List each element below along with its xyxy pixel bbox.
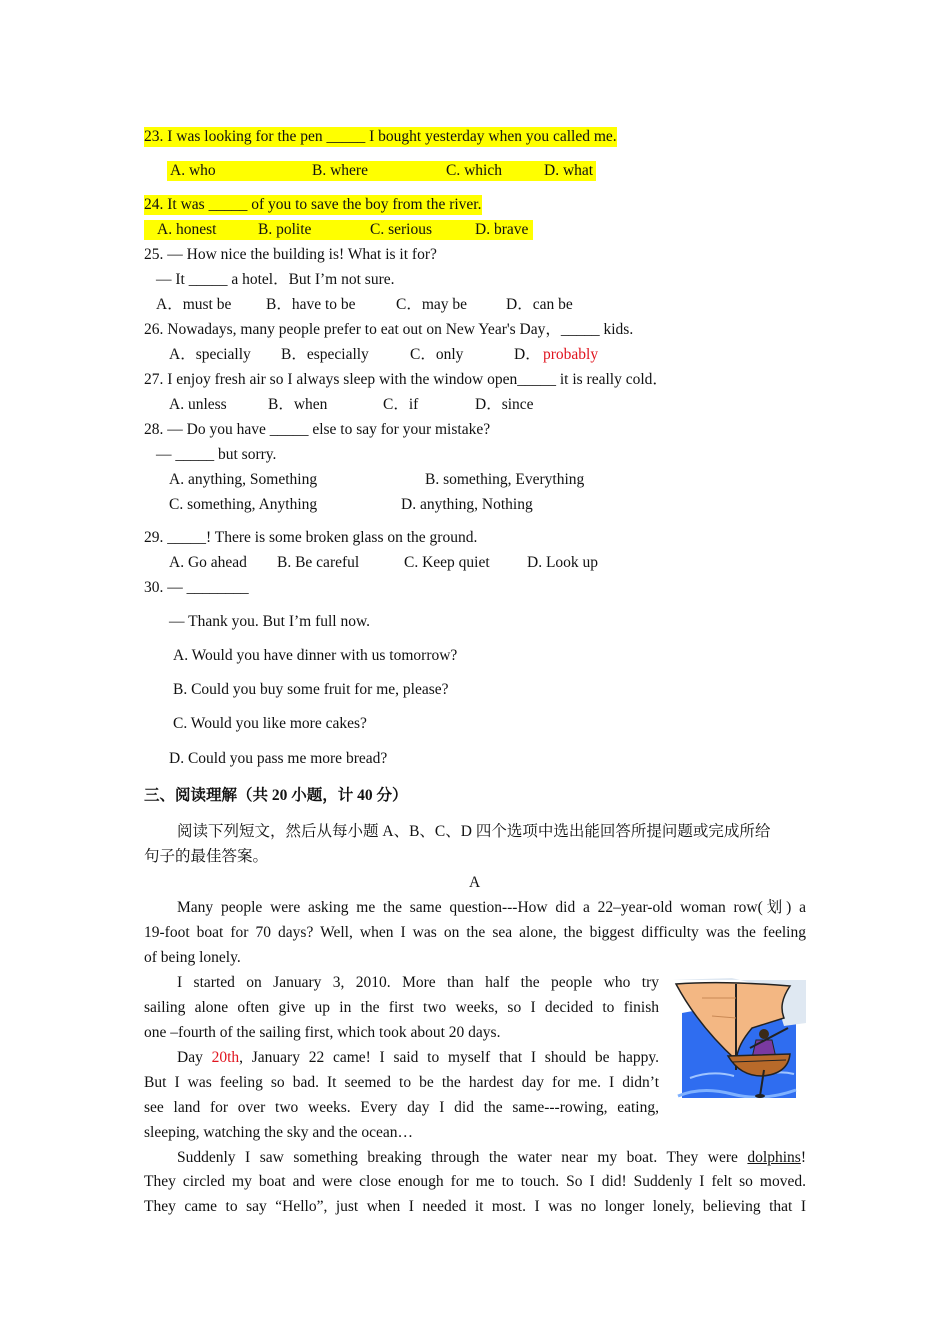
q30-option-b: B. Could you buy some fruit for me, please?	[173, 681, 449, 698]
q24-option-c: C. serious	[370, 221, 432, 238]
q25-option-c: C．may be	[396, 296, 468, 313]
q23-option-b: B. where	[312, 162, 368, 179]
passage-p3-20th: 20th	[211, 1049, 240, 1066]
section-instruction-line2: 句子的最佳答案。	[144, 848, 269, 865]
passage-p3-line1	[177, 1048, 659, 1068]
q26-options	[144, 345, 624, 365]
q27-option-b: B．when	[268, 396, 328, 413]
q27-option-c: C．if	[383, 396, 419, 413]
q30-option-a: A. Would you have dinner with us tomorrow?	[173, 647, 458, 664]
q24-stem: 24. It was _____ of you to save the boy from the river.	[144, 196, 482, 213]
q29-option-c: C. Keep quiet	[404, 554, 490, 571]
section-heading: 三、阅读理解（共 20 小题，计 40 分）	[144, 787, 408, 804]
q23-options	[167, 161, 596, 181]
q25-option-b: B．have to be	[266, 296, 356, 313]
q25-stem: 25. — How nice the building is! What is it for?	[144, 246, 437, 263]
q28-stem: 28. — Do you have _____ else to say for your mistake?	[144, 421, 491, 438]
q28-reply: — _____ but sorry.	[156, 446, 277, 463]
q24-options	[144, 220, 533, 240]
rower-head	[759, 1029, 769, 1039]
q29-stem: 29. _____! There is some broken glass on the ground.	[144, 529, 478, 546]
q30-reply: — Thank you. But I’m full now.	[169, 613, 371, 630]
q24-option-d: D. brave	[475, 221, 529, 238]
passage-p4-line1	[177, 1148, 806, 1168]
passage-p1-line1: Many people were asking me the same question---How did a 22–year-old woman row(划) a	[177, 899, 806, 916]
q23-option-d: D. what	[544, 162, 594, 179]
q27-option-a: A. unless	[169, 396, 227, 413]
q27-stem: 27. I enjoy fresh air so I always sleep with the window open_____ it is really cold．	[144, 371, 668, 388]
passage-p3-day: Day	[177, 1049, 212, 1066]
q29-option-d: D. Look up	[527, 554, 599, 571]
passage-p2-line3: one –fourth of the sailing first, which took about 20 days.	[144, 1024, 501, 1041]
section-instruction-line1: 阅读下列短文，然后从每小题 A、B、C、D 四个选项中选出能回答所提问题或完成所给	[177, 823, 771, 840]
q23-stem: 23. I was looking for the pen _____ I bought yesterday when you called me.	[144, 128, 617, 145]
q25-option-a: A．must be	[156, 296, 232, 313]
q29-options	[144, 553, 624, 573]
sailboat-illustration	[672, 978, 806, 1098]
passage-p1-line2: 19-foot boat for 70 days? Well, when I was on the sea alone, the biggest difficulty was the feeling	[144, 924, 806, 941]
passage-p4-line3: They came to say “Hello”, just when I needed it most. I was no longer lonely, believing that I	[144, 1198, 806, 1215]
q23-option-c: C. which	[446, 162, 502, 179]
passage-p3-rest: , January 22 came! I said to myself that I should be happy.	[239, 1049, 659, 1066]
passage-label: A	[469, 874, 481, 891]
passage-p3-line2: But I was feeling so bad. It seemed to be the hardest day for me. I didn’t	[144, 1074, 659, 1091]
passage-p2-line1: I started on January 3, 2010. More than half the people who try	[177, 974, 659, 991]
q29-option-b: B. Be careful	[277, 554, 360, 571]
q25-reply: — It _____ a hotel．But I’m not sure.	[156, 271, 395, 288]
q26-option-d-word: probably	[543, 346, 599, 363]
passage-p4-dolphins: dolphins	[747, 1149, 801, 1166]
q28-option-b: B. something, Everything	[425, 471, 585, 488]
q30-stem: 30. — ________	[144, 579, 249, 596]
q24-option-b: B. polite	[258, 221, 312, 238]
passage-p4-line2: They circled my boat and were close enough for me to touch. So I did! Suddenly I felt so moved.	[144, 1173, 806, 1190]
passage-p4-start: Suddenly I saw something breaking through the water near my boat. They were	[177, 1149, 748, 1166]
passage-p4-excl: !	[800, 1149, 806, 1166]
passage-p3-line3: see land for over two weeks. Every day I did the same---rowing, eating,	[144, 1099, 659, 1116]
q24-option-a: A. honest	[157, 221, 217, 238]
q26-option-d-label: D．	[514, 346, 541, 363]
q25-options	[144, 295, 624, 315]
q25-option-d: D．can be	[506, 296, 573, 313]
q26-option-a: A．specially	[169, 346, 251, 363]
q26-option-c: C．only	[410, 346, 464, 363]
q28-option-d: D. anything, Nothing	[401, 496, 533, 513]
passage-p3-line4: sleeping, watching the sky and the ocean…	[144, 1124, 414, 1141]
q23-option-a: A. who	[170, 162, 216, 179]
q30-option-c: C. Would you like more cakes?	[173, 715, 367, 732]
q28-option-c: C. something, Anything	[169, 496, 318, 513]
q28-option-a: A. anything, Something	[169, 471, 318, 488]
q29-option-a: A. Go ahead	[169, 554, 247, 571]
q27-options	[144, 395, 624, 415]
q26-stem: 26. Nowadays, many people prefer to eat out on New Year's Day，_____ kids.	[144, 321, 634, 338]
passage-p1-line3: of being lonely.	[144, 949, 241, 966]
q26-option-b: B．especially	[281, 346, 369, 363]
passage-p2-line2: sailing alone often give up in the first two weeks, so I decided to finish	[144, 999, 659, 1016]
q27-option-d: D．since	[475, 396, 534, 413]
q30-option-d: D. Could you pass me more bread?	[169, 750, 388, 767]
